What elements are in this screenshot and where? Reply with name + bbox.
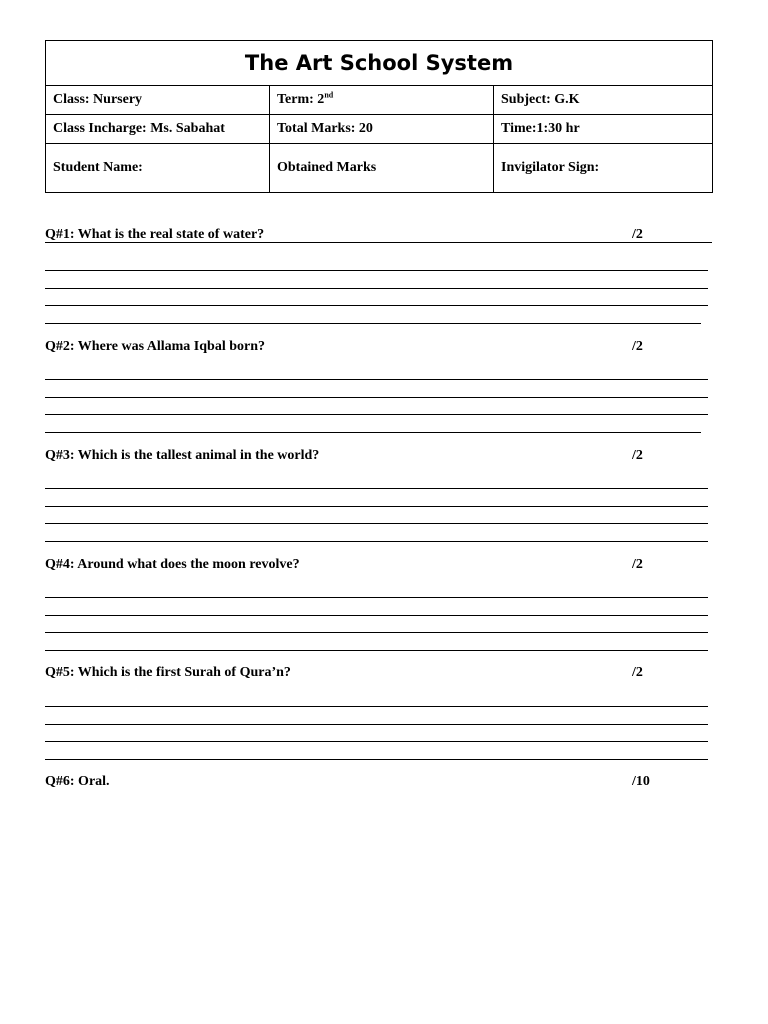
answer-line[interactable] <box>45 724 708 725</box>
exam-header-table <box>45 40 713 193</box>
answer-line[interactable] <box>45 650 708 651</box>
answer-line[interactable] <box>45 523 708 524</box>
school-title: The Art School System <box>46 41 713 86</box>
term-label: Term: 2 <box>277 92 325 107</box>
answer-line[interactable] <box>45 323 701 324</box>
question-divider <box>45 242 712 243</box>
answer-line[interactable] <box>45 397 708 398</box>
answer-line[interactable] <box>45 506 708 507</box>
question-text: Q#2: Where was Allama Iqbal born? <box>45 339 266 354</box>
answer-line[interactable] <box>45 414 708 415</box>
subject-cell: Subject: G.K <box>494 86 713 115</box>
answer-line[interactable] <box>45 632 708 633</box>
answer-line[interactable] <box>45 759 708 760</box>
question-marks: /10 <box>632 774 650 789</box>
answer-line[interactable] <box>45 706 708 707</box>
invigilator-sign-field[interactable]: Invigilator Sign: <box>494 144 713 193</box>
term-ordinal-suffix: nd <box>324 90 334 100</box>
answer-line[interactable] <box>45 288 708 289</box>
question-marks: /2 <box>632 557 643 572</box>
answer-line[interactable] <box>45 488 708 489</box>
class-incharge-cell: Class Incharge: Ms. Sabahat <box>46 115 270 144</box>
answer-line[interactable] <box>45 615 708 616</box>
term-cell <box>270 86 494 115</box>
question-marks: /2 <box>632 227 643 242</box>
question-text: Q#1: What is the real state of water? <box>45 227 265 242</box>
question-marks: /2 <box>632 339 643 354</box>
question-text: Q#5: Which is the first Surah of Qura’n? <box>45 665 291 680</box>
question-marks: /2 <box>632 665 643 680</box>
answer-line[interactable] <box>45 270 708 271</box>
student-name-field[interactable]: Student Name: <box>46 144 270 193</box>
answer-line[interactable] <box>45 305 708 306</box>
answer-line[interactable] <box>45 541 708 542</box>
question-text: Q#3: Which is the tallest animal in the world? <box>45 448 320 463</box>
question-text: Q#4: Around what does the moon revolve? <box>45 557 300 572</box>
question-text: Q#6: Oral. <box>45 774 110 789</box>
answer-line[interactable] <box>45 379 708 380</box>
class-cell: Class: Nursery <box>46 86 270 115</box>
question-marks: /2 <box>632 448 643 463</box>
answer-line[interactable] <box>45 597 708 598</box>
answer-line[interactable] <box>45 741 708 742</box>
total-marks-cell: Total Marks: 20 <box>270 115 494 144</box>
answer-line[interactable] <box>45 432 701 433</box>
obtained-marks-field[interactable]: Obtained Marks <box>270 144 494 193</box>
time-cell: Time:1:30 hr <box>494 115 713 144</box>
